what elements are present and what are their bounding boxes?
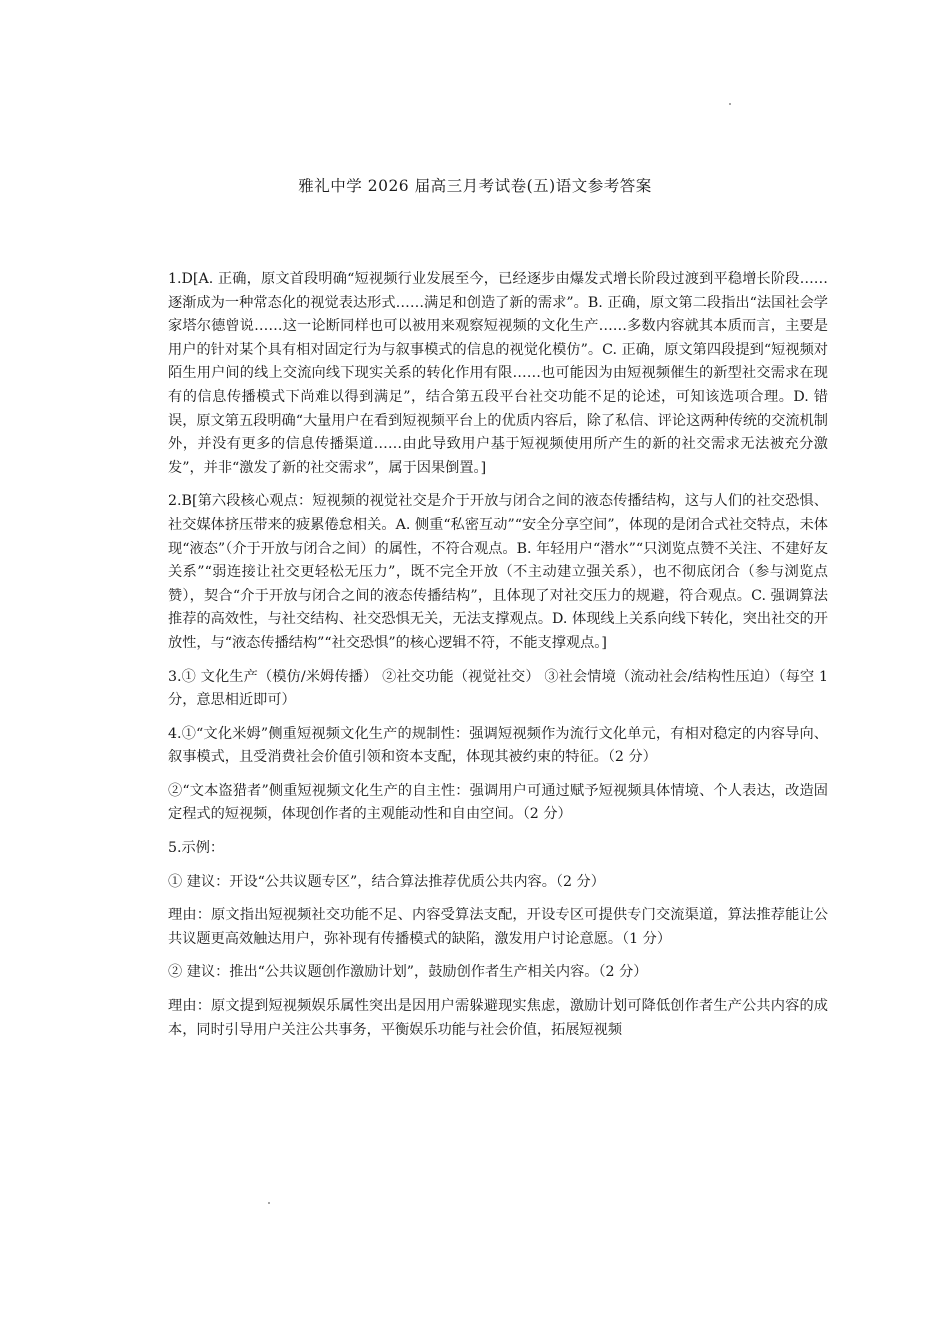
page-title: 雅礼中学 2026 届高三月考试卷(五)语文参考答案: [298, 177, 652, 195]
answer-4-part-2: ②“文本盗猎者”侧重短视频文化生产的自主性：强调用户可通过赋予短视频具体情境、个人表达，改造固定程式的短视频，体现创作者的主观能动性和自由空间。（2 分）: [168, 782, 828, 823]
answer-5-reason-1: 理由：原文指出短视频社交功能不足、内容受算法支配，开设专区可提供专门交流渠道，算法推荐能让公共议题更高效触达用户，弥补现有传播模式的缺陷，激发用户讨论意愿。（1 分）: [168, 907, 828, 947]
answer-5-suggestion-1: ① 建议：开设“公共议题专区”，结合算法推荐优质公共内容。（2 分）: [168, 873, 605, 890]
answer-3: 3.① 文化生产（模仿/米姆传播） ②社交功能（视觉社交） ③社会情境（流动社会/结构性压迫）（每空 1 分，意思相近即可）: [168, 668, 828, 709]
answer-body: [168, 268, 828, 1052]
answer-4-part-1: 4.①“文化米姆”侧重短视频文化生产的规制性：强调短视频作为流行文化单元，有相对稳定的内容导向、叙事模式，且受消费社会价值引领和资本支配，体现其被约束的特征。（2 分）: [168, 725, 828, 766]
answer-5-heading: 5.示例：: [168, 840, 225, 857]
scan-speck: [729, 103, 731, 105]
answer-1: 1.D[A. 正确，原文首段明确“短视频行业发展至今，已经逐步由爆发式增长阶段过渡到平稳增长阶段……逐渐成为一种常态化的视觉表达形式……满足和创造了新的需求”。B. 正确，原文第二段指出“法国社会学家塔尔德曾说……这一论断同样也可以被用来观察短视频的文化生产……多数内容就其本质而言，主要是用户的针对某个具有相对固定行为与叙事模式的信息的视觉化模仿”。C. 正确，原文第四段提到“短视频对陌生用户间的线上交流向线下现实关系的转化作用有限……也可能因为由短视频催生的新型社交需求在现有的信息传播模式下尚难以得到满足”，结合第五段平台社交功能不足的论述，可知该选项合理。D. 错误，原文第五段明确“大量用户在看到短视频平台上的优质内容后，除了私信、评论这两种传统的交流机制外，并没有更多的信息传播渠道……由此导致用户基于短视频使用所产生的新的社交需求无法被充分激发”，并非“激发了新的社交需求”，属于因果倒置。]: [168, 271, 828, 476]
answer-5-suggestion-2: ② 建议：推出“公共议题创作激励计划”，鼓励创作者生产相关内容。（2 分）: [168, 964, 648, 981]
answer-5-reason-2: 理由：原文提到短视频娱乐属性突出是因用户需躲避现实焦虑，激励计划可降低创作者生产公共内容的成本，同时引导用户关注公共事务，平衡娱乐功能与社会价值，拓展短视频: [168, 998, 828, 1038]
answer-2: 2.B[第六段核心观点：短视频的视觉社交是介于开放与闭合之间的液态传播结构，这与人们的社交恐惧、社交媒体挤压带来的疲累倦怠相关。A. 侧重“私密互动”“安全分享空间”，体现的是闭合式社交特点，未体现“液态”（介于开放与闭合之间）的属性，不符合观点。B. 年轻用户“潜水”“只浏览点赞不关注、不建好友关系”“弱连接让社交更轻松无压力”，既不完全开放（不主动建立强关系），也不彻底闭合（参与浏览点赞），契合“介于开放与闭合之间的液态传播结构”，且体现了对社交压力的规避，符合观点。C. 强调算法推荐的高效性，与社交结构、社交恐惧无关，无法支撑观点。D. 体现线上关系向线下转化，突出社交的开放性，与“液态传播结构”“社交恐惧”的核心逻辑不符，不能支撑观点。]: [168, 493, 828, 651]
scan-speck: [268, 1202, 270, 1204]
